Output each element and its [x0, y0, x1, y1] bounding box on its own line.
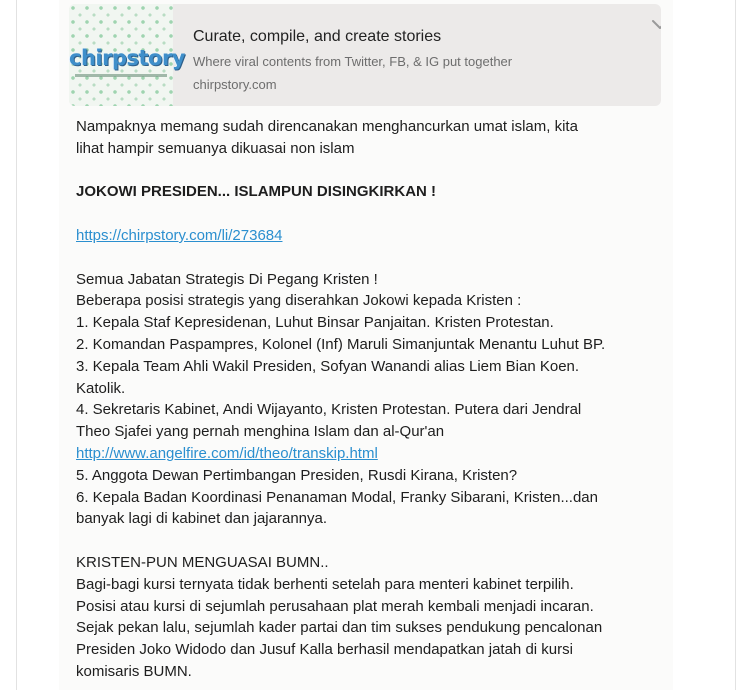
angelfire-link[interactable]: http://www.angelfire.com/id/theo/transkip.html	[76, 444, 378, 462]
message-bubble	[59, 0, 673, 690]
paragraph-line: Bagi-bagi kursi ternyata tidak berhenti setelah para menteri kabinet terpilih.	[76, 575, 574, 593]
preview-title: Curate, compile, and create stories	[193, 28, 442, 45]
chirpstory-logo: chirpstory	[69, 46, 185, 70]
page-frame	[16, 0, 736, 690]
paragraph-line: Posisi atau kursi di sejumlah perusahaan plat merah kembali menjadi incaran.	[76, 597, 594, 615]
section-title: Semua Jabatan Strategis Di Pegang Kristen !	[76, 270, 378, 288]
message-text	[76, 116, 672, 683]
preview-domain: chirpstory.com	[193, 77, 277, 92]
intro-line: Nampaknya memang sudah direncanakan menghancurkan umat islam, kita	[76, 118, 578, 135]
link-preview-card[interactable]	[69, 4, 661, 106]
list-item-continued: Katolik.	[76, 379, 126, 397]
list-item: 6. Kepala Badan Koordinasi Penanaman Modal, Franky Sibarani, Kristen...dan	[76, 488, 598, 506]
chirpstory-link[interactable]: https://chirpstory.com/li/273684	[76, 226, 283, 244]
paragraph-line: Presiden Joko Widodo dan Jusuf Kalla berhasil mendapatkan jatah di kursi	[76, 641, 573, 659]
preview-description: Where viral contents from Twitter, FB, & IG put together	[193, 54, 513, 69]
list-item: 5. Anggota Dewan Pertimbangan Presiden, Rusdi Kirana, Kristen?	[76, 466, 518, 484]
preview-thumbnail	[69, 4, 185, 106]
section-intro: Beberapa posisi strategis yang diserahkan Jokowi kepada Kristen :	[76, 292, 522, 310]
list-item: 2. Komandan Paspampres, Kolonel (Inf) Maruli Simanjuntak Menantu Luhut BP.	[76, 335, 606, 353]
logo-tagline-bar	[75, 74, 167, 77]
list-item-continued: banyak lagi di kabinet dan jajarannya.	[76, 510, 328, 528]
list-item: 3. Kepala Team Ahli Wakil Presiden, Sofyan Wanandi alias Liem Bian Koen.	[76, 357, 580, 375]
list-item: 4. Sekretaris Kabinet, Andi Wijayanto, Kristen Protestan. Putera dari Jendral	[76, 401, 582, 419]
list-item: 1. Kepala Staf Kepresidenan, Luhut Binsar Panjaitan. Kristen Protestan.	[76, 314, 554, 332]
paragraph-line: komisaris BUMN.	[76, 662, 192, 680]
chevron-down-icon[interactable]	[651, 18, 661, 32]
section-title: KRISTEN-PUN MENGUASAI BUMN..	[76, 553, 329, 571]
headline: JOKOWI PRESIDEN... ISLAMPUN DISINGKIRKAN !	[76, 183, 437, 201]
paragraph-line: Sejak pekan lalu, sejumlah kader partai dan tim sukses pendukung pencalonan	[76, 619, 603, 637]
list-item-continued: Theo Sjafei yang pernah menghina Islam dan al-Qur'an	[76, 423, 445, 441]
intro-line: lihat hampir semuanya dikuasai non islam	[76, 139, 355, 157]
